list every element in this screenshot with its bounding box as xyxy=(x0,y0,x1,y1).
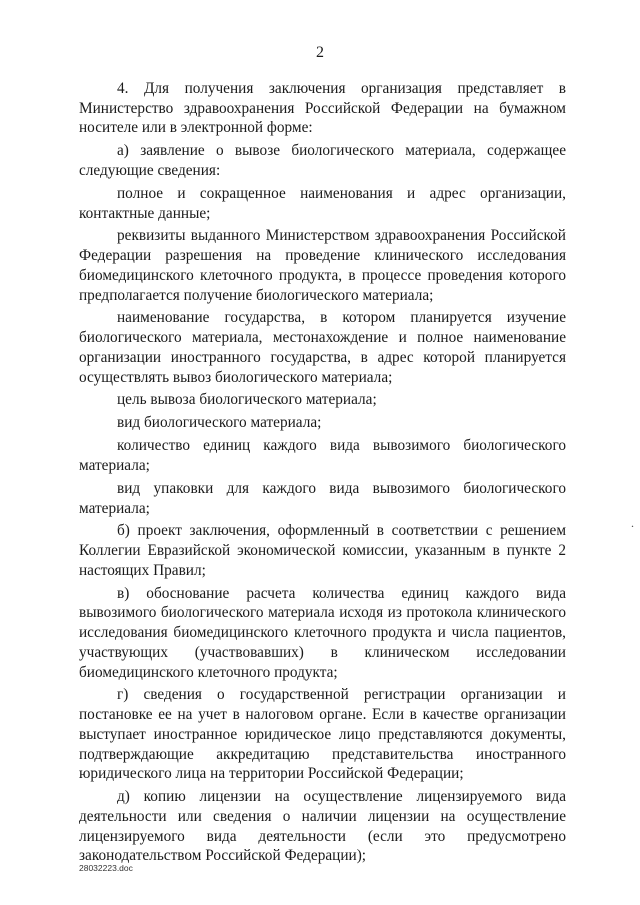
paragraph-unit-count: количество единиц каждого вида вывозимого биологического материала; xyxy=(79,437,566,474)
paragraph-state-name: наименование государства, в котором планируется изучение биологического материала, местонахождение и полное наименование организации иностранного государства, в адрес которой планируется осуществлять вывоз биологического материала; xyxy=(79,309,566,386)
paragraph-subitem-v: в) обоснование расчета количества единиц каждого вида вывозимого биологического материала исходя из протокола клинического исследования биомедицинского клеточного продукта и числа пациентов, участвующих (участвовавших) в клиническом исследовании биомедицинского клеточного продукта; xyxy=(79,584,566,681)
footer-filename: 28032223.doc xyxy=(79,863,133,873)
paragraph-subitem-a: а) заявление о вывозе биологического материала, содержащее следующие сведения: xyxy=(79,142,566,179)
paragraph-org-names: полное и сокращенное наименования и адрес организации, контактные данные; xyxy=(79,184,566,222)
paragraph-packaging-type: вид упаковки для каждого вида вывозимого биологического материала; xyxy=(79,479,566,517)
side-mark: . xyxy=(631,516,634,530)
paragraph-material-type: вид биологического материала; xyxy=(117,414,322,432)
paragraph-permit-details: реквизиты выданного Министерством здравоохранения Российской Федерации разрешения на проведение клинического исследования биомедицинского клеточного продукта, в процессе проведения которого предполагается получение биологического материала; xyxy=(79,227,566,304)
paragraph-export-purpose: цель вывоза биологического материала; xyxy=(117,391,377,409)
document-body xyxy=(79,79,566,869)
page-number: 2 xyxy=(316,44,324,61)
paragraph-item-4: 4. Для получения заключения организация представляет в Министерство здравоохранения Российской Федерации на бумажном носителе или в электронной форме: xyxy=(79,80,566,137)
paragraph-subitem-b: б) проект заключения, оформленный в соответствии с решением Коллегии Евразийской экономической комиссии, указанным в пункте 2 настоящих Правил; xyxy=(79,522,566,579)
paragraph-subitem-g: г) сведения о государственной регистрации организации и постановке ее на учет в налоговом органе. Если в качестве организации выступает иностранное юридическое лицо представляются документы, подтверждающие аккредитацию представительства иностранного юридического лица на территории Российской Федерации; xyxy=(79,686,566,783)
paragraph-subitem-d: д) копию лицензии на осуществление лицензируемого вида деятельности или сведения о наличии лицензии на осуществление лицензируемого вида деятельности (если это предусмотрено законодательством Российской Федерации); xyxy=(79,788,566,865)
